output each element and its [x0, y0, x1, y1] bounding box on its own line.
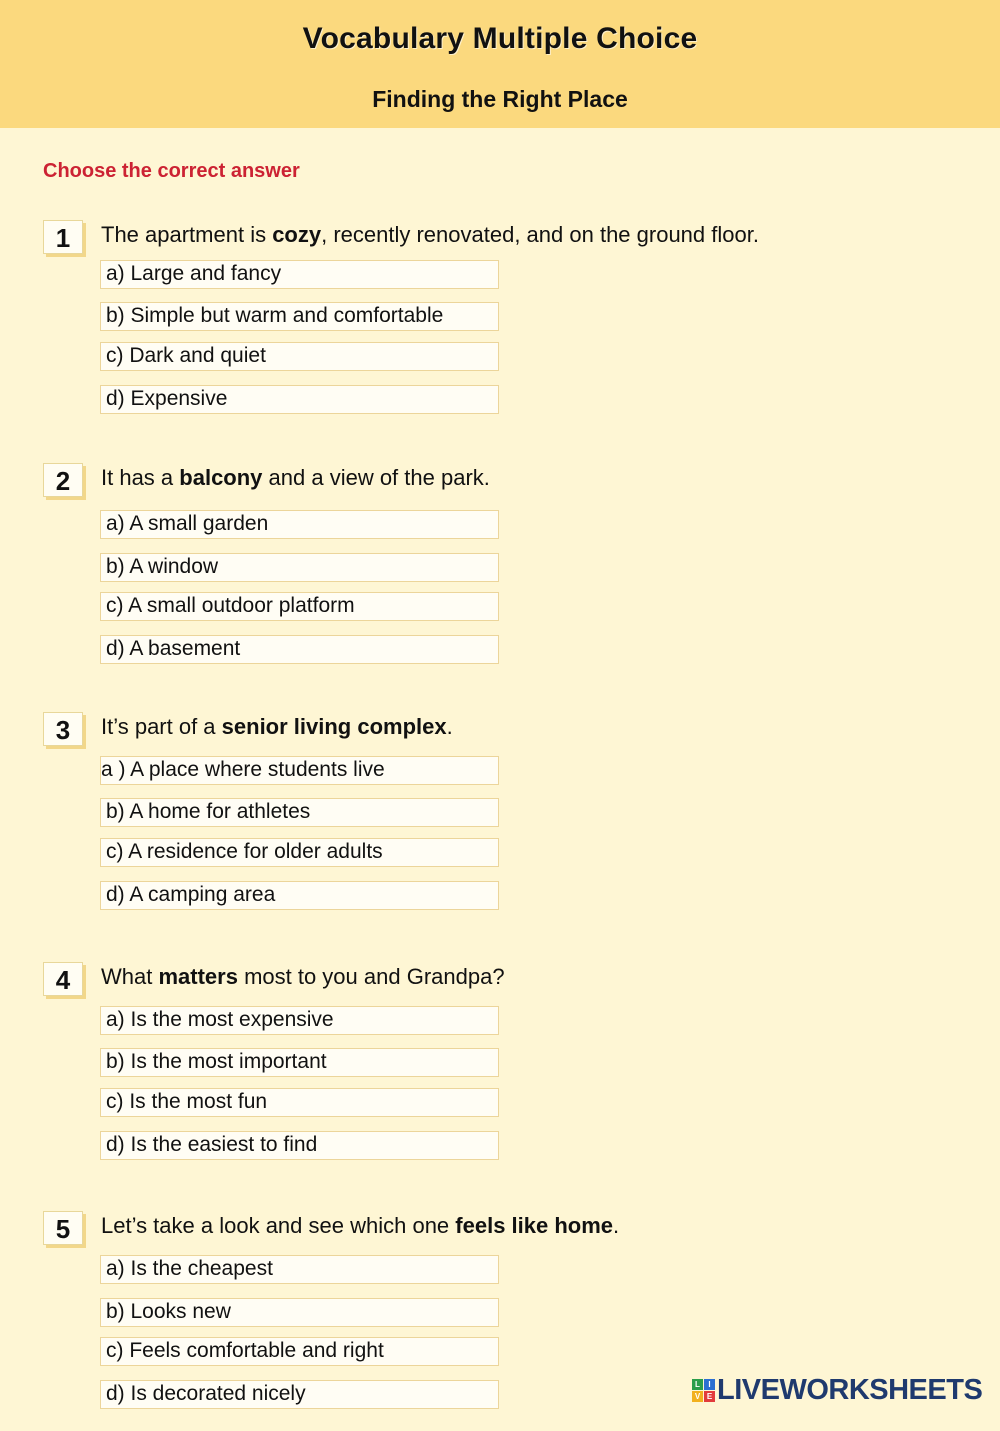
liveworksheets-logo	[692, 1374, 982, 1406]
answer-option-c[interactable]: c) Is the most fun	[100, 1088, 499, 1117]
page-title: Vocabulary Multiple Choice	[302, 22, 698, 55]
key-word: balcony	[179, 465, 263, 490]
answer-option-c[interactable]: c) Dark and quiet	[100, 342, 499, 371]
liveworksheets-logo-icon	[692, 1379, 715, 1402]
answer-option-b[interactable]: b) A window	[100, 553, 499, 582]
question-number: 1	[43, 220, 83, 254]
question-number: 2	[43, 463, 83, 497]
question-number: 5	[43, 1211, 83, 1245]
logo-mark-letter: I	[704, 1379, 715, 1390]
key-word: feels like home	[455, 1213, 614, 1238]
question-text: Let’s take a look and see which one feels like home.	[101, 1213, 620, 1238]
answer-option-c[interactable]: c) A small outdoor platform	[100, 592, 499, 621]
answer-option-b[interactable]: b) Simple but warm and comfortable	[100, 302, 499, 331]
answer-option-c[interactable]: c) A residence for older adults	[100, 838, 499, 867]
question-3	[0, 712, 1000, 932]
key-word: senior living complex	[221, 714, 447, 739]
answer-option-a[interactable]: a) Is the cheapest	[100, 1255, 499, 1284]
instruction-text: Choose the correct answer	[43, 160, 300, 182]
logo-mark-letter: E	[704, 1391, 715, 1402]
question-text: What matters most to you and Grandpa?	[101, 964, 505, 989]
answer-option-b[interactable]: b) Is the most important	[100, 1048, 499, 1077]
answer-option-c[interactable]: c) Feels comfortable and right	[100, 1337, 499, 1366]
question-number: 4	[43, 962, 83, 996]
answer-option-d[interactable]: d) Expensive	[100, 385, 499, 414]
answer-option-b[interactable]: b) A home for athletes	[100, 798, 499, 827]
logo-mark-letter: L	[692, 1379, 703, 1390]
question-1	[0, 220, 1000, 440]
answer-option-d[interactable]: d) Is decorated nicely	[100, 1380, 499, 1409]
answer-option-a[interactable]: a) A small garden	[100, 510, 499, 539]
answer-option-b[interactable]: b) Looks new	[100, 1298, 499, 1327]
answer-option-a[interactable]: a) Is the most expensive	[100, 1006, 499, 1035]
page-header	[0, 0, 1000, 128]
question-4	[0, 962, 1000, 1182]
answer-option-a[interactable]: a ) A place where students live	[100, 756, 499, 785]
logo-text: LIVEWORKSHEETS	[717, 1373, 983, 1406]
answer-option-a[interactable]: a) Large and fancy	[100, 260, 499, 289]
question-2	[0, 463, 1000, 683]
page-subtitle: Finding the Right Place	[372, 86, 628, 112]
question-text: The apartment is cozy, recently renovated, and on the ground floor.	[101, 222, 759, 247]
logo-mark-letter: V	[692, 1391, 703, 1402]
answer-option-d[interactable]: d) A basement	[100, 635, 499, 664]
key-word: cozy	[272, 222, 322, 247]
question-text: It has a balcony and a view of the park.	[101, 465, 490, 490]
question-number: 3	[43, 712, 83, 746]
key-word: matters	[158, 964, 238, 989]
answer-option-d[interactable]: d) A camping area	[100, 881, 499, 910]
question-text: It’s part of a senior living complex.	[101, 714, 453, 739]
answer-option-d[interactable]: d) Is the easiest to find	[100, 1131, 499, 1160]
